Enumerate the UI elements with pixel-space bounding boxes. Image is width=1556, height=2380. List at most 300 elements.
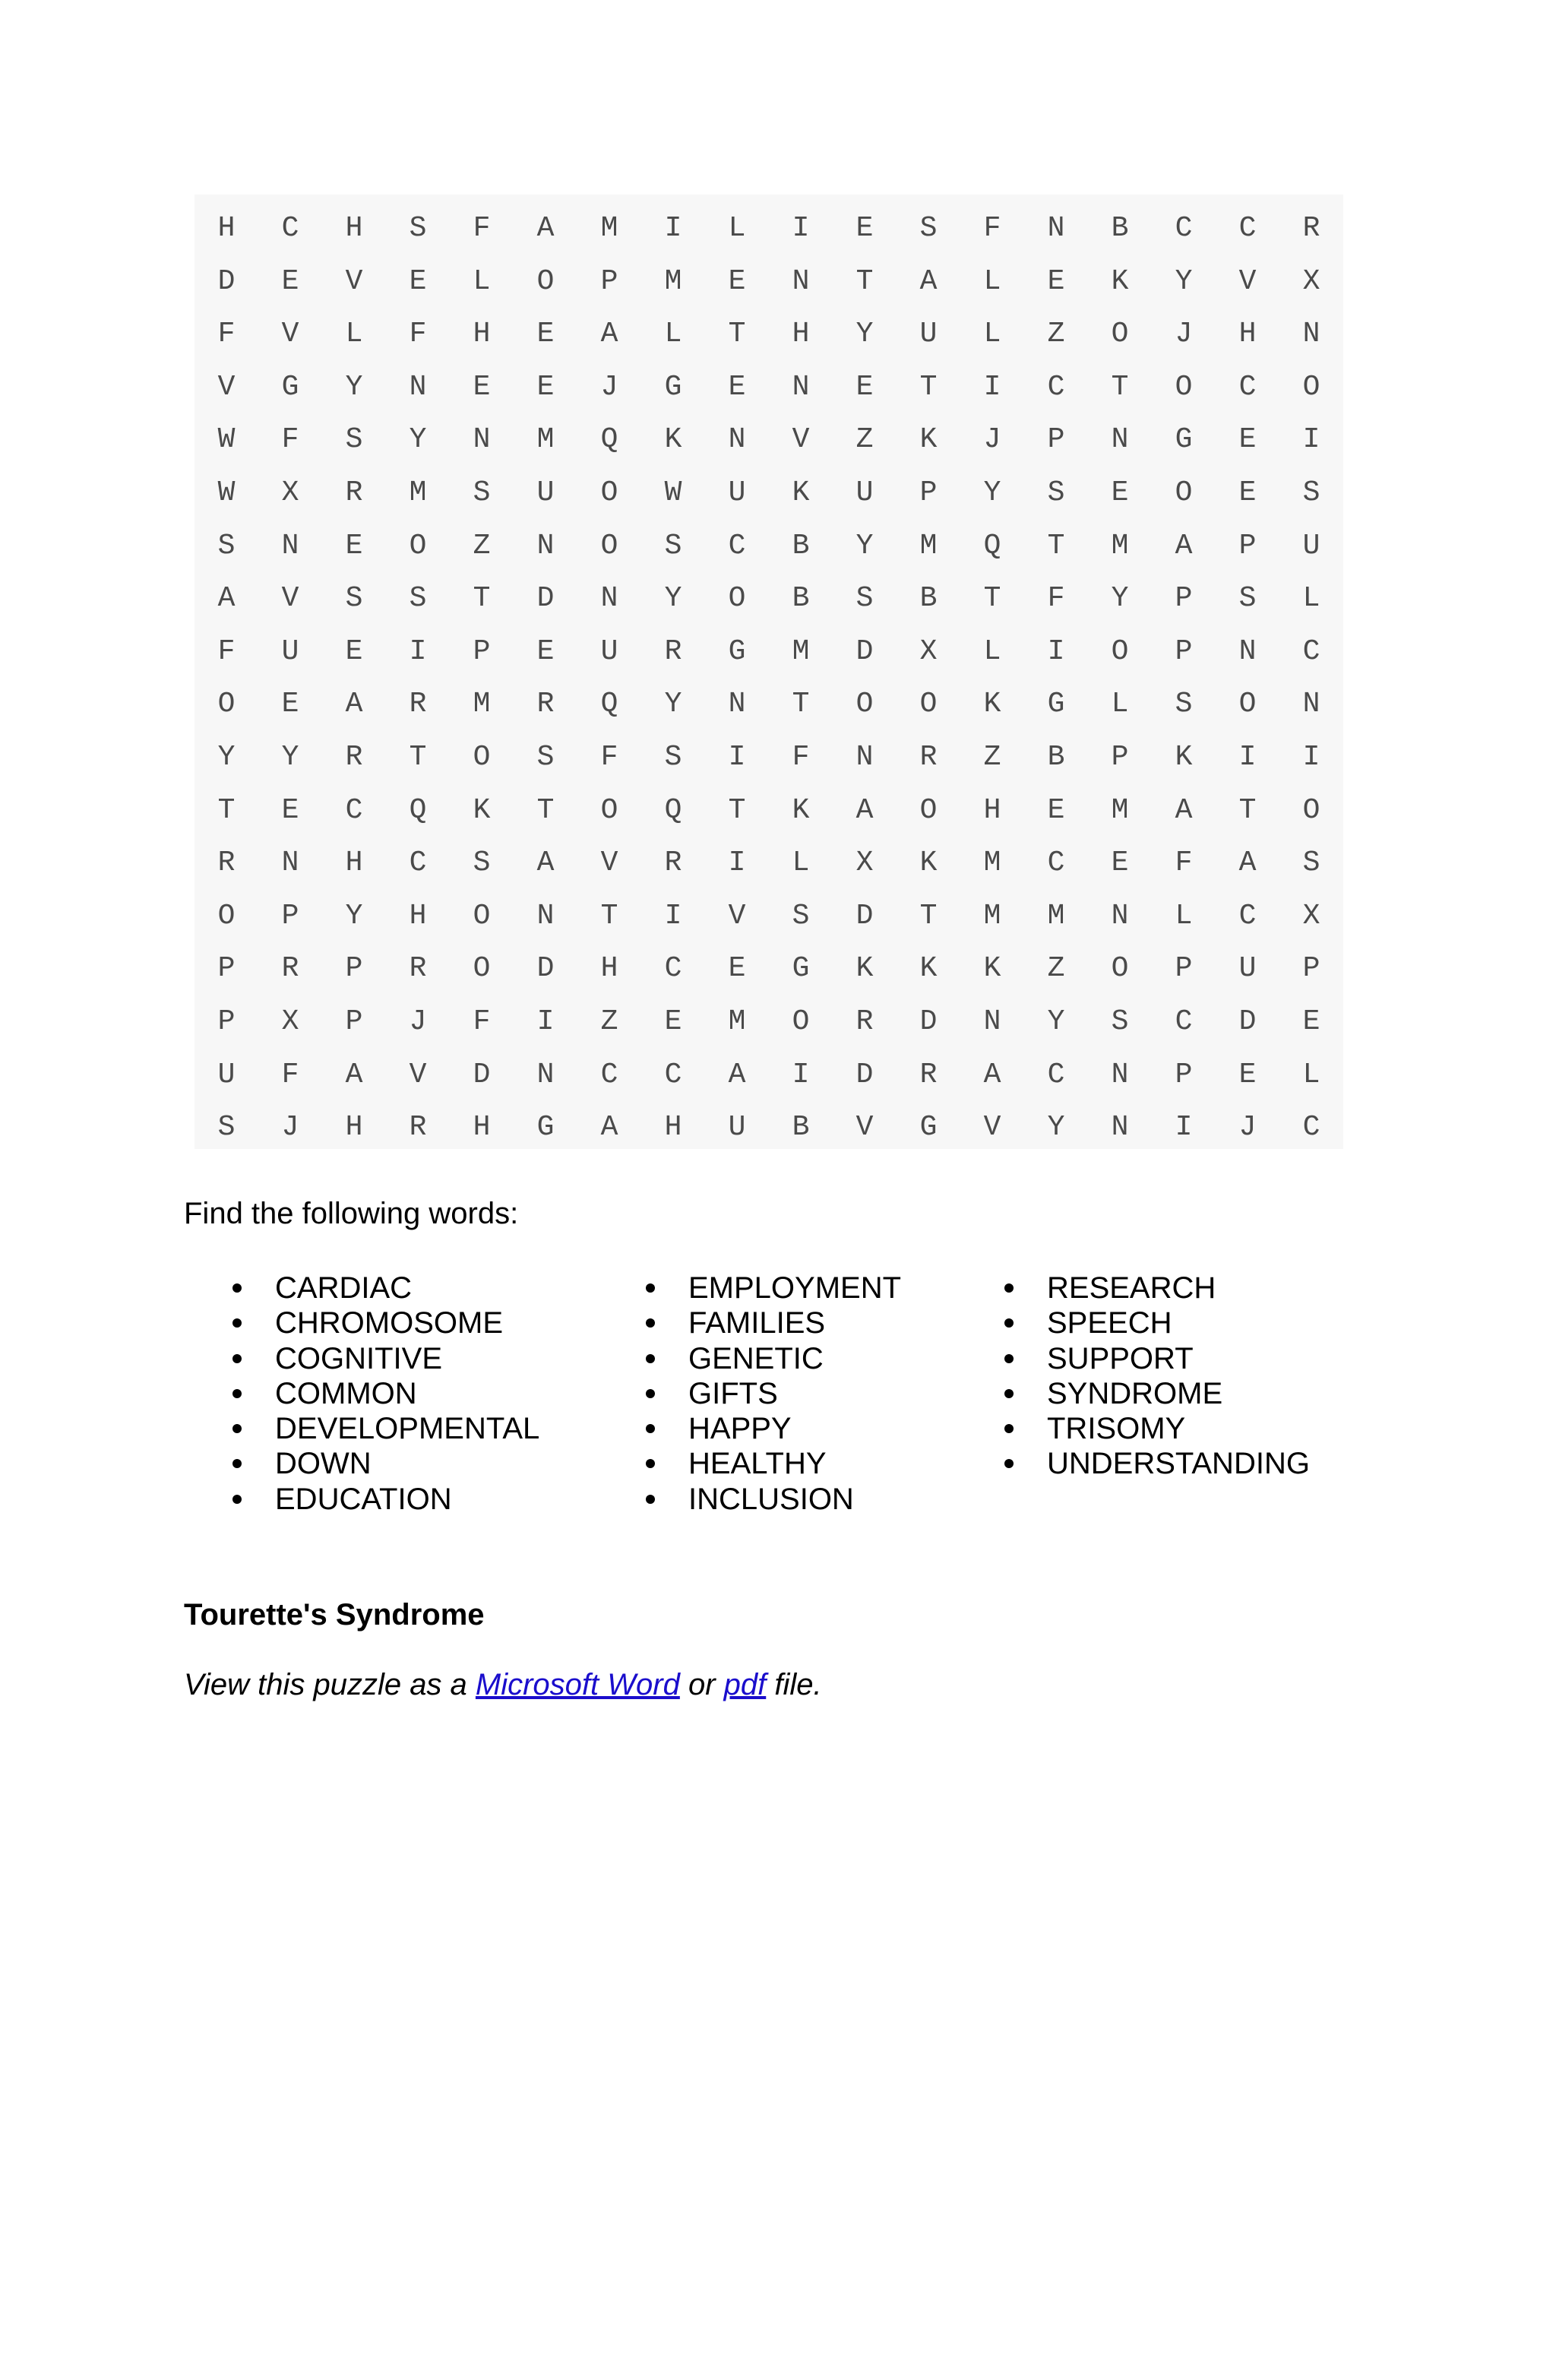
grid-row — [194, 1101, 1343, 1154]
word-label: INCLUSION — [688, 1482, 854, 1516]
grid-letter: H — [345, 1111, 363, 1144]
grid-letter: Y — [664, 582, 682, 616]
grid-letter: B — [792, 529, 810, 562]
grid-letter: G — [1175, 423, 1193, 457]
grid-row — [194, 520, 1343, 572]
grid-letter: P — [473, 635, 491, 668]
grid-letter: F — [600, 741, 618, 774]
grid-letter: N — [855, 741, 874, 774]
grid-letter: R — [281, 952, 299, 986]
grid-row — [194, 678, 1343, 730]
grid-letter: K — [855, 952, 874, 986]
grid-letter: V — [983, 1111, 1001, 1144]
grid-letter: T — [792, 688, 810, 721]
grid-letter: O — [409, 529, 427, 562]
grid-letter: M — [792, 635, 810, 668]
grid-letter: L — [792, 847, 810, 880]
grid-letter: L — [345, 318, 363, 351]
grid-letter: I — [983, 370, 1001, 404]
word-label: DEVELOPMENTAL — [275, 1412, 540, 1446]
grid-letter: I — [792, 212, 810, 245]
word-label: SUPPORT — [1047, 1341, 1194, 1375]
grid-letter: N — [1238, 635, 1257, 668]
grid-letter: Z — [1047, 952, 1065, 986]
grid-letter: I — [1302, 741, 1320, 774]
grid-letter: V — [281, 582, 299, 616]
grid-letter: U — [536, 476, 555, 509]
word-label: DOWN — [275, 1447, 372, 1481]
grid-letter: S — [1047, 476, 1065, 509]
grid-letter: C — [664, 952, 682, 986]
grid-letter: V — [345, 264, 363, 298]
grid-letter: M — [1111, 529, 1129, 562]
grid-letter: S — [1111, 1005, 1129, 1038]
grid-letter: A — [1238, 847, 1257, 880]
grid-letter: V — [281, 318, 299, 351]
grid-letter: O — [1175, 370, 1193, 404]
grid-letter: I — [409, 635, 427, 668]
grid-letter: C — [1175, 212, 1193, 245]
grid-letter: L — [1302, 582, 1320, 616]
word-list-item — [275, 1376, 539, 1411]
grid-letter: A — [1175, 793, 1193, 827]
grid-letter: V — [728, 899, 746, 932]
grid-letter: I — [792, 1058, 810, 1091]
grid-letter: Z — [855, 423, 874, 457]
grid-letter: S — [217, 529, 236, 562]
word-list-item — [688, 1446, 901, 1481]
grid-letter: E — [855, 212, 874, 245]
grid-letter: B — [792, 1111, 810, 1144]
bullet-icon — [232, 1318, 242, 1328]
grid-letter: E — [664, 1005, 682, 1038]
grid-letter: H — [664, 1111, 682, 1144]
grid-letter: M — [728, 1005, 746, 1038]
grid-letter: F — [217, 318, 236, 351]
word-label: COGNITIVE — [275, 1341, 443, 1375]
grid-letter: U — [600, 635, 618, 668]
grid-letter: N — [409, 370, 427, 404]
grid-letter: C — [600, 1058, 618, 1091]
grid-letter: V — [600, 847, 618, 880]
grid-letter: V — [217, 370, 236, 404]
word-label: TRISOMY — [1047, 1412, 1186, 1446]
grid-letter: N — [536, 1058, 555, 1091]
word-list-item — [1047, 1411, 1310, 1446]
grid-letter: S — [664, 529, 682, 562]
word-label: RESEARCH — [1047, 1271, 1216, 1305]
word-list-column-3 — [1047, 1271, 1310, 1482]
grid-letter: Y — [1047, 1005, 1065, 1038]
view-prefix-text: View this puzzle as a — [184, 1668, 476, 1701]
grid-letter: N — [536, 899, 555, 932]
grid-letter: E — [1302, 1005, 1320, 1038]
grid-letter: W — [217, 423, 236, 457]
grid-letter: O — [728, 582, 746, 616]
grid-letter: E — [536, 370, 555, 404]
grid-letter: Y — [983, 476, 1001, 509]
grid-letter: Y — [409, 423, 427, 457]
bullet-icon — [646, 1424, 655, 1433]
grid-letter: T — [919, 899, 938, 932]
grid-letter: P — [1175, 582, 1193, 616]
bullet-icon — [1004, 1389, 1014, 1398]
word-label: EDUCATION — [275, 1482, 452, 1516]
grid-letter: S — [919, 212, 938, 245]
grid-letter: L — [1111, 688, 1129, 721]
word-label: SPEECH — [1047, 1306, 1172, 1340]
grid-letter: U — [217, 1058, 236, 1091]
word-list-item — [275, 1446, 539, 1481]
bullet-icon — [232, 1459, 242, 1468]
grid-letter: Y — [855, 318, 874, 351]
grid-letter: O — [473, 899, 491, 932]
grid-letter: A — [345, 1058, 363, 1091]
bullet-icon — [232, 1495, 242, 1504]
grid-letter: U — [281, 635, 299, 668]
grid-letter: S — [409, 212, 427, 245]
grid-letter: Y — [345, 899, 363, 932]
grid-letter: K — [792, 476, 810, 509]
grid-letter: T — [600, 899, 618, 932]
grid-letter: Y — [1047, 1111, 1065, 1144]
grid-letter: X — [919, 635, 938, 668]
grid-letter: H — [600, 952, 618, 986]
grid-letter: P — [1175, 1058, 1193, 1091]
grid-letter: Y — [1111, 582, 1129, 616]
grid-letter: T — [1047, 529, 1065, 562]
grid-letter: E — [1111, 847, 1129, 880]
grid-letter: Z — [1047, 318, 1065, 351]
grid-letter: M — [536, 423, 555, 457]
grid-letter: F — [281, 1058, 299, 1091]
word-list-item — [688, 1271, 901, 1306]
grid-letter: B — [919, 582, 938, 616]
grid-letter: C — [1238, 899, 1257, 932]
grid-letter: B — [1111, 212, 1129, 245]
grid-row — [194, 1049, 1343, 1101]
grid-letter: E — [1111, 476, 1129, 509]
grid-letter: P — [1302, 952, 1320, 986]
grid-letter: J — [600, 370, 618, 404]
word-label: CARDIAC — [275, 1271, 413, 1305]
grid-letter: H — [792, 318, 810, 351]
grid-row — [194, 731, 1343, 783]
grid-letter: I — [1047, 635, 1065, 668]
grid-letter: A — [983, 1058, 1001, 1091]
grid-letter: X — [1302, 264, 1320, 298]
grid-letter: A — [536, 212, 555, 245]
grid-letter: P — [1111, 741, 1129, 774]
grid-letter: E — [345, 635, 363, 668]
grid-letter: G — [664, 370, 682, 404]
grid-letter: C — [1175, 1005, 1193, 1038]
bullet-icon — [232, 1354, 242, 1363]
grid-letter: R — [409, 688, 427, 721]
grid-letter: O — [600, 793, 618, 827]
grid-letter: M — [1047, 899, 1065, 932]
grid-row — [194, 467, 1343, 519]
word-label: COMMON — [275, 1376, 417, 1410]
grid-letter: N — [1302, 318, 1320, 351]
grid-letter: R — [664, 635, 682, 668]
grid-letter: E — [1238, 423, 1257, 457]
grid-letter: U — [855, 476, 874, 509]
grid-letter: N — [728, 423, 746, 457]
grid-letter: T — [473, 582, 491, 616]
microsoft-word-link[interactable]: Microsoft Word — [475, 1668, 680, 1701]
grid-letter: D — [536, 952, 555, 986]
bullet-icon — [646, 1495, 655, 1504]
grid-letter: V — [409, 1058, 427, 1091]
grid-letter: P — [345, 1005, 363, 1038]
grid-letter: O — [1302, 793, 1320, 827]
word-label: EMPLOYMENT — [688, 1271, 902, 1305]
grid-letter: O — [1111, 635, 1129, 668]
grid-letter: J — [1175, 318, 1193, 351]
grid-letter: J — [983, 423, 1001, 457]
grid-letter: Y — [281, 741, 299, 774]
grid-letter: S — [1302, 847, 1320, 880]
grid-row — [194, 625, 1343, 678]
word-search-grid — [194, 195, 1343, 1149]
grid-row — [194, 942, 1343, 995]
grid-letter: P — [1238, 529, 1257, 562]
grid-letter: R — [919, 741, 938, 774]
grid-letter: M — [1111, 793, 1129, 827]
grid-letter: E — [473, 370, 491, 404]
grid-letter: Z — [473, 529, 491, 562]
grid-letter: R — [855, 1005, 874, 1038]
grid-letter: K — [1111, 264, 1129, 298]
grid-letter: O — [1238, 688, 1257, 721]
bullet-icon — [1004, 1459, 1014, 1468]
grid-letter: C — [1302, 635, 1320, 668]
grid-row — [194, 995, 1343, 1048]
word-list-item — [275, 1271, 539, 1306]
grid-letter: E — [855, 370, 874, 404]
grid-letter: C — [1238, 370, 1257, 404]
grid-letter: E — [345, 529, 363, 562]
grid-row — [194, 572, 1343, 625]
word-label: SYNDROME — [1047, 1376, 1223, 1410]
grid-letter: G — [1047, 688, 1065, 721]
grid-row — [194, 890, 1343, 942]
grid-letter: P — [217, 1005, 236, 1038]
grid-row — [194, 413, 1343, 466]
grid-letter: N — [281, 847, 299, 880]
grid-letter: R — [345, 476, 363, 509]
grid-row — [194, 202, 1343, 255]
grid-letter: S — [792, 899, 810, 932]
word-label: FAMILIES — [688, 1306, 826, 1340]
grid-letter: O — [1175, 476, 1193, 509]
grid-letter: T — [536, 793, 555, 827]
bullet-icon — [1004, 1318, 1014, 1328]
grid-letter: M — [473, 688, 491, 721]
grid-letter: L — [983, 635, 1001, 668]
grid-letter: T — [855, 264, 874, 298]
word-label: GIFTS — [688, 1376, 778, 1410]
grid-letter: E — [281, 793, 299, 827]
grid-letter: O — [919, 793, 938, 827]
word-list-item — [1047, 1341, 1310, 1376]
grid-letter: K — [919, 423, 938, 457]
grid-letter: K — [473, 793, 491, 827]
grid-letter: F — [792, 741, 810, 774]
grid-letter: K — [919, 847, 938, 880]
grid-letter: Z — [983, 741, 1001, 774]
bullet-icon — [232, 1424, 242, 1433]
grid-letter: I — [664, 899, 682, 932]
grid-letter: E — [728, 264, 746, 298]
word-label: CHROMOSOME — [275, 1306, 503, 1340]
grid-letter: E — [409, 264, 427, 298]
word-list-item — [1047, 1306, 1310, 1340]
bullet-icon — [646, 1354, 655, 1363]
grid-letter: M — [664, 264, 682, 298]
grid-letter: K — [664, 423, 682, 457]
grid-letter: O — [217, 899, 236, 932]
grid-letter: D — [855, 635, 874, 668]
view-suffix-text: file. — [766, 1668, 822, 1701]
grid-letter: Q — [983, 529, 1001, 562]
grid-letter: T — [983, 582, 1001, 616]
bullet-icon — [232, 1389, 242, 1398]
grid-letter: O — [1111, 952, 1129, 986]
grid-letter: C — [1047, 1058, 1065, 1091]
grid-letter: L — [728, 212, 746, 245]
grid-letter: L — [1175, 899, 1193, 932]
grid-letter: L — [473, 264, 491, 298]
word-list-item — [688, 1482, 901, 1517]
bullet-icon — [1004, 1354, 1014, 1363]
grid-letter: M — [983, 899, 1001, 932]
pdf-link[interactable]: pdf — [723, 1668, 767, 1701]
grid-letter: G — [728, 635, 746, 668]
grid-letter: S — [855, 582, 874, 616]
bullet-icon — [646, 1389, 655, 1398]
grid-letter: Q — [600, 423, 618, 457]
grid-letter: N — [1111, 1058, 1129, 1091]
grid-letter: M — [919, 529, 938, 562]
grid-letter: K — [983, 952, 1001, 986]
grid-letter: P — [217, 952, 236, 986]
grid-letter: D — [473, 1058, 491, 1091]
grid-letter: P — [919, 476, 938, 509]
grid-letter: H — [473, 1111, 491, 1144]
view-middle-text: or — [679, 1668, 724, 1701]
grid-letter: X — [1302, 899, 1320, 932]
grid-letter: B — [792, 582, 810, 616]
grid-letter: T — [728, 318, 746, 351]
grid-letter: N — [1111, 423, 1129, 457]
grid-letter: N — [1047, 212, 1065, 245]
word-label: GENETIC — [688, 1341, 824, 1375]
grid-letter: S — [536, 741, 555, 774]
grid-letter: D — [536, 582, 555, 616]
grid-letter: K — [1175, 741, 1193, 774]
grid-letter: R — [345, 741, 363, 774]
grid-letter: S — [473, 476, 491, 509]
grid-letter: A — [345, 688, 363, 721]
grid-letter: O — [1302, 370, 1320, 404]
grid-letter: J — [409, 1005, 427, 1038]
grid-row — [194, 361, 1343, 413]
grid-letter: O — [600, 476, 618, 509]
word-label: HEALTHY — [688, 1447, 827, 1481]
grid-letter: F — [409, 318, 427, 351]
grid-letter: C — [1302, 1111, 1320, 1144]
grid-letter: O — [1111, 318, 1129, 351]
grid-letter: O — [473, 952, 491, 986]
grid-letter: C — [281, 212, 299, 245]
grid-letter: T — [1111, 370, 1129, 404]
grid-letter: S — [409, 582, 427, 616]
grid-letter: O — [919, 688, 938, 721]
word-list-item — [1047, 1376, 1310, 1411]
grid-letter: H — [217, 212, 236, 245]
grid-letter: D — [855, 899, 874, 932]
grid-letter: F — [1047, 582, 1065, 616]
grid-letter: F — [473, 212, 491, 245]
grid-letter: L — [983, 318, 1001, 351]
grid-letter: N — [792, 264, 810, 298]
grid-letter: S — [345, 582, 363, 616]
grid-letter: H — [473, 318, 491, 351]
grid-letter: S — [664, 741, 682, 774]
word-label: UNDERSTANDING — [1047, 1447, 1310, 1481]
bullet-icon — [1004, 1283, 1014, 1293]
word-list-item — [275, 1341, 539, 1376]
grid-letter: Q — [409, 793, 427, 827]
grid-letter: M — [983, 847, 1001, 880]
word-list-column-1 — [275, 1271, 539, 1517]
grid-letter: F — [1175, 847, 1193, 880]
grid-letter: A — [919, 264, 938, 298]
grid-letter: S — [345, 423, 363, 457]
grid-letter: I — [728, 847, 746, 880]
grid-letter: Z — [600, 1005, 618, 1038]
grid-letter: F — [983, 212, 1001, 245]
word-list-item — [275, 1482, 539, 1517]
grid-letter: V — [855, 1111, 874, 1144]
grid-letter: O — [536, 264, 555, 298]
grid-letter: C — [1047, 370, 1065, 404]
grid-letter: F — [217, 635, 236, 668]
bullet-icon — [646, 1318, 655, 1328]
grid-letter: K — [983, 688, 1001, 721]
grid-letter: I — [1175, 1111, 1193, 1144]
grid-letter: N — [728, 688, 746, 721]
word-list-column-2 — [688, 1271, 901, 1517]
grid-letter: S — [1175, 688, 1193, 721]
grid-letter: N — [983, 1005, 1001, 1038]
grid-letter: P — [1175, 635, 1193, 668]
grid-letter: O — [855, 688, 874, 721]
grid-letter: N — [1302, 688, 1320, 721]
grid-letter: T — [919, 370, 938, 404]
grid-letter: U — [728, 1111, 746, 1144]
word-label: HAPPY — [688, 1412, 792, 1446]
word-list-item — [1047, 1446, 1310, 1481]
grid-letter: E — [1238, 476, 1257, 509]
section-heading: Tourette's Syndrome — [184, 1598, 485, 1632]
grid-letter: L — [1302, 1058, 1320, 1091]
grid-letter: N — [792, 370, 810, 404]
grid-letter: D — [855, 1058, 874, 1091]
grid-letter: U — [1238, 952, 1257, 986]
